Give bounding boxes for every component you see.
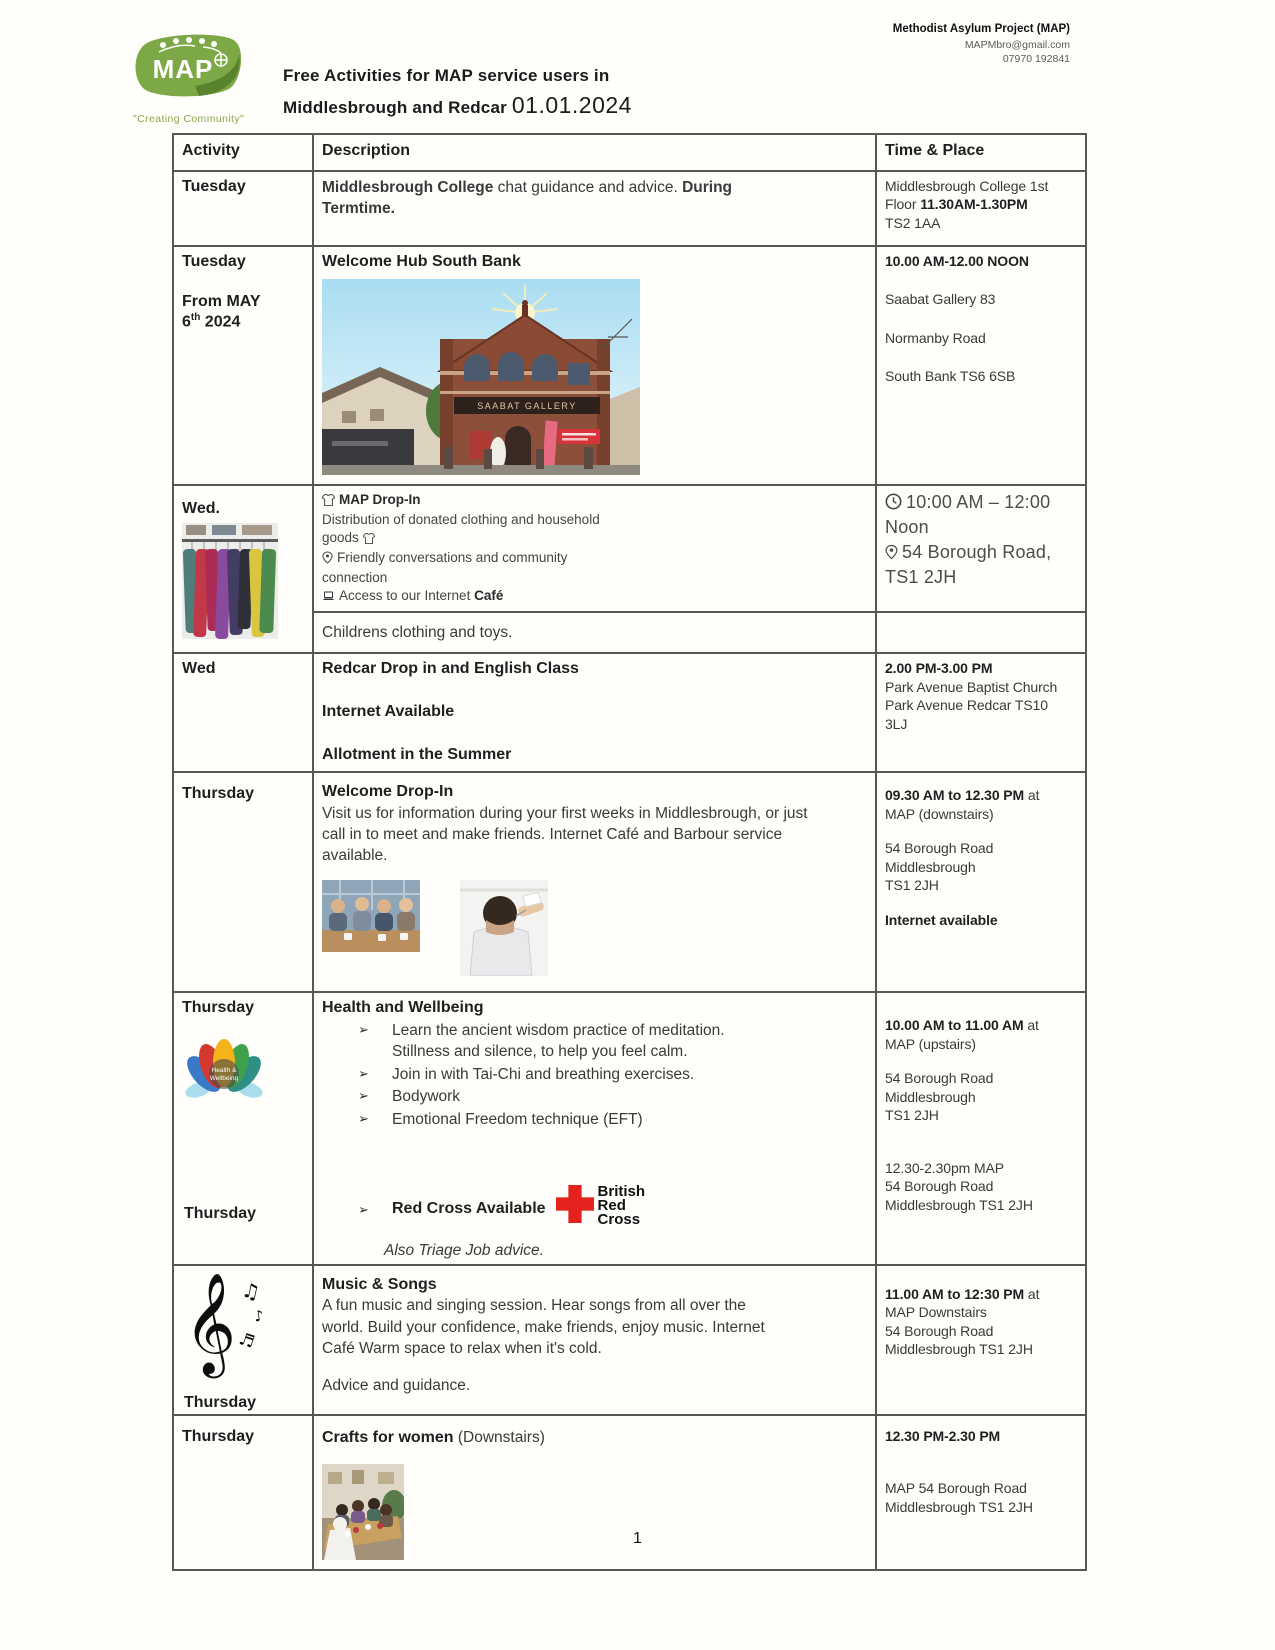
health-time2-line3: Middlesbrough TS1 2JH: [885, 1196, 1033, 1213]
welcome-day: Thursday: [182, 785, 255, 803]
welcome-addr0: MAP (downstairs): [885, 805, 994, 822]
dropin-title: MAP Drop-In: [339, 491, 421, 507]
welcome-internet-note: Internet available: [885, 911, 998, 928]
crafts-time: 12.30 PM-2.30 PM: [885, 1427, 1001, 1444]
dropin-line3: Access to our Internet: [339, 588, 475, 604]
music-addr2: 54 Borough Road: [885, 1322, 994, 1339]
org-email: MAPMbro@gmail.com: [964, 38, 1070, 51]
health-bullet1: Learn the ancient wisdom practice of meditation. Stillness and silence, to help you feel calm.: [392, 1022, 725, 1060]
crafts-title: Crafts for women: [322, 1428, 454, 1446]
laptop-icon: [322, 589, 335, 607]
dropin-line1: Distribution of donated clothing and household goods: [322, 511, 600, 545]
crafts-title-rest: (Downstairs): [453, 1428, 545, 1446]
redcar-addr2: Park Avenue Redcar TS10: [885, 697, 1048, 714]
southbank-day: Tuesday: [182, 253, 246, 270]
health-day-bottom: Thursday: [184, 1205, 257, 1223]
dropin-time-block: [885, 491, 1079, 589]
college-time-line1: Middlesbrough College 1st: [885, 178, 1049, 194]
org-phone: 07970 192841: [1002, 52, 1070, 65]
southbank-from-line2: [182, 312, 306, 332]
health-time1-at: at: [1023, 1017, 1039, 1034]
welcome-body: Visit us for information during your first weeks in Middlesbrough, or just call in to meet and make friends. Internet Café and Barbour service available.: [322, 805, 808, 865]
health-time2-line1: 12.30-2.30pm MAP: [885, 1159, 1005, 1176]
dropin-sub-empty-cell: [876, 612, 1086, 653]
row-dropin: [173, 485, 1086, 612]
row-redcar: [173, 653, 1086, 772]
redcar-line2: Internet Available: [322, 703, 455, 721]
college-description: [322, 177, 807, 219]
music-body2: Advice and guidance.: [322, 1376, 471, 1394]
title-line2: [283, 92, 632, 119]
logo-tagline: "Creating Community": [133, 113, 245, 125]
college-postcode: TS2 1AA: [885, 214, 941, 231]
southbank-addr3: South Bank TS6 6SB: [885, 368, 1016, 385]
music-day: Thursday: [184, 1393, 257, 1411]
bullet-arrow-icon: ➢: [358, 1112, 369, 1128]
music-note-icon: ♪: [253, 1306, 266, 1326]
southbank-from-year: 2024: [200, 313, 241, 331]
southbank-from-daynum: 6: [182, 313, 191, 331]
crafts-addr2: Middlesbrough TS1 2JH: [885, 1498, 1033, 1515]
bullet-arrow-icon: ➢: [358, 1202, 369, 1218]
row-southbank: [173, 246, 1086, 485]
college-day: Tuesday: [182, 178, 246, 195]
health-time2-line2: 54 Borough Road: [885, 1178, 994, 1195]
red-cross-wordmark: [597, 1182, 646, 1229]
tshirt-icon: [322, 493, 335, 511]
bullet-arrow-icon: ➢: [358, 1089, 369, 1105]
southbank-time: 10.00 AM-12.00 NOON: [885, 253, 1029, 269]
tshirt-icon: [363, 531, 375, 549]
community-group-photo: [322, 880, 420, 957]
row-music: [173, 1265, 1086, 1415]
red-cross-icon: [556, 1185, 594, 1223]
map-logo-text: MAP: [152, 54, 214, 84]
welcome-addr2: Middlesbrough: [885, 858, 976, 875]
clothing-rack-photo: [182, 523, 306, 644]
health-addr2: Middlesbrough: [885, 1088, 976, 1105]
table-header-row: [173, 134, 1086, 171]
music-note-icon: ♫: [239, 1277, 263, 1305]
music-time-at: at: [1024, 1285, 1040, 1302]
dropin-description: [322, 491, 622, 607]
southbank-from-sup: th: [190, 312, 201, 323]
health-triage-note: Also Triage Job advice.: [384, 1241, 544, 1259]
welcome-title: Welcome Drop-In: [322, 783, 454, 801]
health-addr3: TS1 2JH: [885, 1107, 939, 1124]
british-red-cross-logo: [556, 1182, 646, 1229]
dropin-time: 10:00 AM – 12:00 Noon: [885, 491, 1051, 537]
welcome-time: [885, 786, 1079, 804]
dropin-day: Wed.: [182, 499, 220, 517]
health-logo-line2: Wellbeing: [209, 1075, 239, 1083]
southbank-addr1: Saabat Gallery 83: [885, 291, 996, 308]
music-note-icon: ♬: [236, 1328, 257, 1353]
dropin-line3-bold: Café: [474, 588, 504, 604]
college-desc-text: chat guidance and advice.: [493, 179, 683, 196]
crafts-title-line: [322, 1427, 869, 1449]
title-line1: Free Activities for MAP service users in: [283, 66, 610, 85]
dropin-sub-note: Childrens clothing and toys.: [322, 624, 513, 642]
page-number: 1: [633, 1530, 642, 1547]
health-day-top: Thursday: [182, 999, 255, 1017]
music-body: A fun music and singing session. Hear songs from all over the world. Build your confidence, make friends, enjoy music. Internet Café Warm space to relax when it's cold.: [322, 1297, 765, 1357]
crafts-day: Thursday: [182, 1427, 255, 1445]
red-cross-word2: Red: [597, 1197, 626, 1215]
document-title: [283, 66, 632, 119]
redcar-time: 2.00 PM-3.00 PM: [885, 660, 993, 677]
health-addr1: 54 Borough Road: [885, 1070, 994, 1087]
health-time1-hours: 10.00 AM to 11.00 AM: [885, 1017, 1024, 1034]
saabat-sign-text: SAABAT GALLERY: [477, 400, 577, 411]
activities-table: [172, 133, 1087, 1571]
dropin-place: 54 Borough Road, TS1 2JH: [885, 541, 1052, 587]
redcar-addr3: 3LJ: [885, 715, 908, 732]
crafts-addr1: MAP 54 Borough Road: [885, 1480, 1027, 1497]
row-college: [173, 171, 1086, 246]
redcar-day: Wed: [182, 660, 216, 678]
title-line2-text: Middlesbrough and Redcar: [283, 98, 512, 117]
southbank-addr2: Normanby Road: [885, 329, 986, 346]
red-cross-word1: British: [597, 1182, 646, 1200]
crafts-session-photo: [322, 1464, 869, 1565]
health-wellbeing-logo: [184, 1034, 306, 1115]
bullet-arrow-icon: ➢: [358, 1023, 369, 1039]
health-redcross-bullet: Red Cross Available: [392, 1199, 546, 1217]
music-time-hours: 11.00 AM to 12:30 PM: [885, 1285, 1025, 1302]
welcome-addr3: TS1 2JH: [885, 877, 939, 894]
map-logo: [133, 30, 253, 125]
health-logo-line1: Health &: [211, 1067, 237, 1075]
southbank-title: Welcome Hub South Bank: [322, 253, 521, 270]
college-time-floor: Floor: [885, 196, 921, 213]
welcome-time-hours: 09.30 AM to 12.30 PM: [885, 787, 1025, 804]
welcome-addr1: 54 Borough Road: [885, 840, 994, 857]
music-notes-clipart: [184, 1270, 266, 1374]
welcome-time-at: at: [1024, 787, 1040, 804]
college-desc-bold1: Middlesbrough College: [322, 179, 494, 196]
dropin-line2: Friendly conversations and community connection: [322, 550, 568, 586]
redcar-line1: Redcar Drop in and English Class: [322, 660, 579, 678]
health-time1: [885, 1016, 1079, 1034]
redcar-addr1: Park Avenue Baptist Church: [885, 678, 1058, 695]
southbank-from-line1: From MAY: [182, 293, 261, 310]
music-time: [885, 1285, 1079, 1303]
contact-block: [893, 22, 1070, 66]
row-welcome: [173, 772, 1086, 992]
health-bullet2: Join in with Tai-Chi and breathing exercises.: [392, 1065, 695, 1083]
music-title: Music & Songs: [322, 1275, 437, 1293]
bullet-arrow-icon: ➢: [358, 1066, 369, 1082]
org-name: Methodist Asylum Project (MAP): [892, 23, 1070, 35]
health-bullet3: Bodywork: [392, 1088, 461, 1106]
row-health: [173, 992, 1086, 1264]
college-time-hours: 11.30AM-1.30PM: [920, 196, 1028, 213]
health-title: Health and Wellbeing: [322, 999, 484, 1017]
red-cross-word3: Cross: [597, 1211, 641, 1229]
map-logo-graphic: [133, 30, 245, 106]
health-bullet4: Emotional Freedom technique (EFT): [392, 1111, 643, 1129]
saabat-gallery-photo: [322, 279, 869, 480]
barber-photo: [460, 880, 548, 981]
clock-icon: [885, 493, 902, 516]
col-header-activity: Activity: [173, 134, 313, 171]
location-pin-icon: [322, 551, 333, 569]
col-header-time: Time & Place: [876, 134, 1086, 171]
music-addr3: Middlesbrough TS1 2JH: [885, 1341, 1033, 1358]
title-date: 01.01.2024: [511, 92, 632, 118]
music-addr1: MAP Downstairs: [885, 1304, 987, 1321]
college-desc-bold2: During Termtime.: [322, 179, 733, 218]
health-addr0: MAP (upstairs): [885, 1035, 976, 1052]
treble-clef-glyph: 𝄞: [184, 1270, 237, 1374]
college-time-line2: [885, 195, 1079, 213]
redcar-line3: Allotment in the Summer: [322, 745, 512, 763]
col-header-description: Description: [313, 134, 876, 171]
location-pin-icon: [885, 543, 898, 566]
